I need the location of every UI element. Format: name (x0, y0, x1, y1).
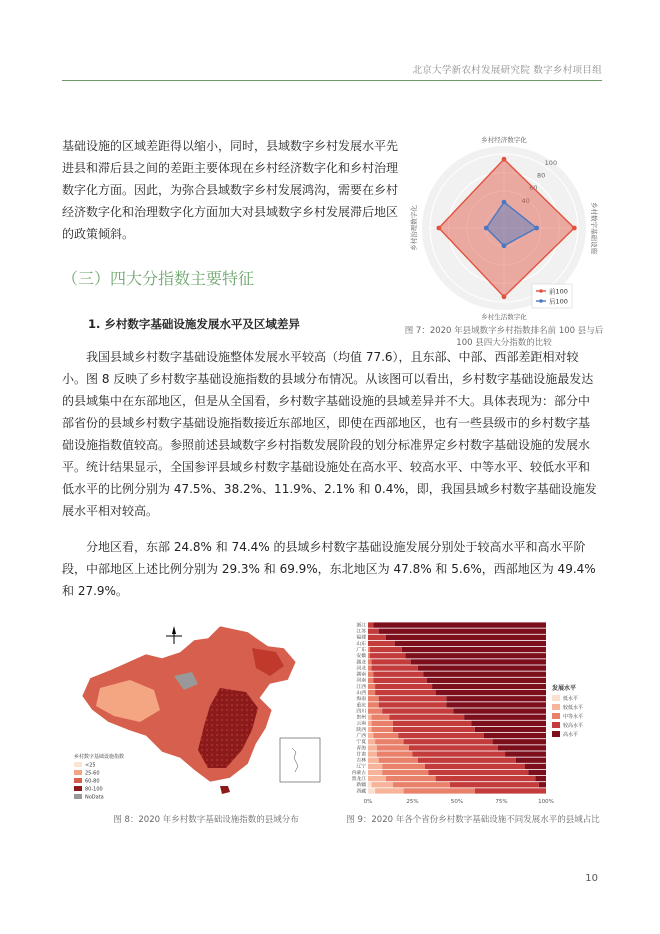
bar-legend-swatch (552, 695, 560, 701)
bar-segment (413, 751, 506, 756)
radar-point (502, 157, 507, 162)
bar-segment (372, 727, 393, 732)
bar-segment (404, 739, 493, 744)
bar-segment (539, 782, 546, 787)
paragraph-body: 我国县域乡村数字基础设施整体发展水平较高（均值 77.6），且东部、中部、西部差距相对较小。图 8 反映了乡村数字基础设施指数的县域分布情况。从该图可以看出，乡村数字基础设施最发达的县域集中在东部地区，但是从全国看，乡村数字基础设施的县域差异并不大。具体表现为：部分中部省份的县域乡村数字基础设施指数接近东部地区，即使在西部地区，也有一些县级市的乡村数字基础设施指数值较高。参照前述县域数字乡村指数发展阶段的划分标准界定乡村数字基础设施的发展水平。统计结果显示，全国参评县域乡村数字基础设施处在高水平、较高水平、中等水平、较低水平和低水平的比例分别为 47.5%、38.2%、11.9%、2.1% 和 0.4%，即，我国县域乡村数字基础设施发展水平相对较高。 (62, 350, 597, 518)
bar-segment (368, 708, 382, 713)
bar-category-label: 河南 (356, 678, 366, 684)
map-legend-swatch (74, 762, 82, 767)
bar-segment (368, 745, 377, 750)
bar-segment (398, 733, 483, 738)
radar-point (484, 226, 489, 231)
bar-segment (368, 758, 379, 763)
county-map (70, 618, 340, 810)
bar-segment (379, 702, 447, 707)
bar-segment (368, 727, 372, 732)
radar-point (502, 200, 507, 205)
bar-segment (368, 690, 375, 695)
bar-category-label: 宁夏 (356, 740, 366, 746)
radar-axis-label: 乡村经济数字化 (481, 136, 527, 144)
bar-segment (368, 776, 386, 781)
bar-category-label: 江苏 (356, 629, 366, 635)
bar-segment (373, 678, 426, 683)
bar-legend-label: 低水平 (563, 696, 579, 702)
bar-segment (436, 776, 536, 781)
radar-legend-label: 后100 (549, 297, 568, 306)
bar-x-tick-label: 75% (495, 799, 508, 805)
map-legend-title: 乡村数字基础设施指数 (74, 754, 125, 760)
map-legend (74, 753, 124, 801)
radar-point (502, 294, 507, 299)
bar-segment (450, 782, 539, 787)
bar-segment (372, 721, 393, 726)
bar-segment (377, 751, 413, 756)
bar-legend-title: 发展水平 (552, 685, 577, 692)
bar-category-label: 新疆 (356, 783, 366, 789)
bar-category-label: 浙江 (356, 623, 366, 629)
bar-category-label: 云南 (356, 721, 366, 727)
bar-segment (382, 764, 425, 769)
bar-segment (368, 647, 370, 652)
bar-segment (446, 702, 546, 707)
map-legend-swatch (74, 786, 82, 791)
bar-segment (375, 684, 432, 689)
bar-segment (516, 758, 546, 763)
bar-segment (525, 764, 546, 769)
bar-category-label: 西藏 (356, 789, 366, 795)
bar-segment (375, 739, 403, 744)
bar-segment (368, 733, 373, 738)
bar-segment (432, 684, 546, 689)
bar-segment (386, 776, 436, 781)
stacked-bar-chart (340, 618, 602, 812)
south-sea-inset (280, 738, 320, 782)
bar-segment (368, 684, 375, 689)
map-legend-label: NoData (85, 794, 104, 801)
bar-category-label: 黑龙江 (351, 776, 366, 782)
bar-segment (370, 653, 406, 658)
radar-axis-label: 乡村生活数字化 (481, 313, 527, 321)
bar-category-label: 陕西 (356, 727, 366, 733)
bar-category-label: 广西 (356, 733, 366, 739)
bar-segment (368, 672, 373, 677)
bar-segment (382, 708, 453, 713)
map-legend-label: 60-80 (85, 778, 100, 785)
bar-legend (551, 684, 583, 738)
bar-segment (379, 758, 418, 763)
bar-category-label: 辽宁 (356, 764, 366, 770)
bar-category-label: 吉林 (356, 758, 366, 764)
bar-segment (370, 647, 402, 652)
radar-axis-label: 乡村治理数字化 (410, 205, 418, 251)
bar-category-label: 四川 (356, 709, 366, 715)
bar-segment (393, 727, 475, 732)
radar-chart (404, 132, 604, 322)
caption-fig9: 图 9：2020 年各个省份乡村数字基础设施不同发展水平的县域占比 (346, 815, 600, 825)
paragraph-region: 分地区看，东部 24.8% 和 74.4% 的县域乡村数字基础设施发展分别处于较高水平和高水平阶段，中部地区上述比例分别为 29.3% 和 69.9%，东北地区为 47.8% 和 5.6%，西部地区为 49.4% 和 27.9%。 (62, 540, 596, 598)
bar-segment (368, 788, 375, 793)
bar-segment (379, 629, 546, 634)
bar-segment (418, 758, 516, 763)
bar-category-label: 山西 (356, 690, 366, 696)
bar-x-tick-label: 25% (406, 799, 419, 805)
radar-legend (532, 284, 572, 308)
bar-segment (429, 770, 529, 775)
bar-category-label: 重庆 (356, 703, 366, 709)
bar-legend-label: 较低水平 (563, 705, 584, 711)
bar-segment (368, 641, 395, 646)
bar-segment (395, 641, 546, 646)
radar-tick-label: 60 (529, 184, 538, 193)
bar-category-label: 山东 (356, 641, 366, 647)
radar-point (534, 226, 539, 231)
page-number: 10 (585, 873, 598, 884)
bar-segment (368, 653, 370, 658)
radar-legend-marker (539, 289, 543, 293)
radar-point (572, 226, 577, 231)
bar-segment (377, 745, 409, 750)
bar-segment (368, 635, 386, 640)
section-title: （三）四大分指数主要特征 (62, 269, 255, 288)
bar-segment (373, 672, 423, 677)
bar-segment (373, 622, 546, 627)
bar-segment (446, 696, 546, 701)
map-legend-swatch (74, 778, 82, 783)
bar-category-label: 广东 (356, 647, 366, 653)
bar-legend-label: 高水平 (563, 732, 579, 738)
bar-segment (436, 690, 546, 695)
bar-segment (402, 647, 546, 652)
bar-segment (368, 770, 382, 775)
bar-x-tick-label: 100% (538, 799, 554, 805)
caption-fig7: 图 7：2020 年县域数字乡村指数排名前 100 县与后 100 县四大分指数的比较 (404, 326, 604, 348)
bar-segment (453, 708, 546, 713)
bar-segment (405, 653, 546, 658)
bar-segment (372, 782, 393, 787)
header-rule (62, 80, 602, 81)
bar-segment (382, 770, 428, 775)
bar-x-tick-label: 0% (363, 799, 373, 805)
bar-legend-swatch (552, 713, 560, 719)
bar-segment (372, 659, 411, 664)
bar-segment (393, 721, 471, 726)
bar-segment (368, 721, 372, 726)
bar-segment (375, 690, 436, 695)
radar-point (502, 243, 507, 248)
bar-segment (368, 659, 372, 664)
bar-segment (368, 715, 372, 720)
caption-fig8: 图 8：2020 年乡村数字基础设施指数的县域分布 (113, 815, 299, 825)
bar-segment (368, 782, 372, 787)
bar-segment (368, 629, 379, 634)
bar-segment (471, 721, 546, 726)
bar-segment (379, 696, 447, 701)
bar-category-label: 青海 (356, 746, 366, 752)
bar-segment (505, 751, 546, 756)
bar-segment (423, 672, 546, 677)
bar-segment (368, 696, 379, 701)
bar-segment (368, 665, 372, 670)
bar-segment (535, 776, 546, 781)
map-legend-label: 25-60 (85, 770, 100, 777)
bar-category-label: 江西 (356, 684, 366, 690)
bar-legend-swatch (552, 722, 560, 728)
bar-legend-label: 较高水平 (563, 723, 584, 729)
bar-category-label: 湖北 (356, 660, 366, 666)
radar-point (436, 226, 441, 231)
bar-segment (368, 764, 382, 769)
bar-segment (404, 788, 475, 793)
paragraph-intro: 基础设施的区域差距得以缩小，同时，县域数字乡村发展水平先进县和滞后县之间的差距主要体现在乡村经济数字化和乡村治理数字化方面。因此，为弥合县域数字乡村发展鸿沟，需要在乡村经济数字化和治理数字化方面加大对县域数字乡村发展滞后地区的政策倾斜。 (62, 139, 399, 241)
bar-x-tick-label: 50% (450, 799, 464, 805)
map-legend-swatch (74, 770, 82, 775)
bar-segment (464, 715, 546, 720)
bar-segment (368, 702, 379, 707)
radar-tick-label: 40 (521, 196, 530, 205)
bar-segment (528, 770, 546, 775)
bar-category-label: 河北 (356, 666, 366, 672)
radar-tick-label: 100 (544, 158, 558, 167)
bar-segment (418, 665, 546, 670)
bar-legend-label: 中等水平 (563, 714, 584, 720)
bar-segment (393, 782, 450, 787)
bar-segment (368, 751, 377, 756)
bar-legend-swatch (552, 704, 560, 710)
radar-axis-label: 乡村数字基础设施 (590, 202, 598, 254)
subheading: 1. 乡村数字基础设施发展水平及区域差异 (88, 317, 300, 331)
bar-segment (386, 635, 546, 640)
map-legend-label: <25 (85, 762, 96, 769)
bar-segment (411, 659, 546, 664)
bar-category-label: 福建 (356, 635, 366, 641)
bar-segment (425, 764, 525, 769)
bar-segment (372, 665, 418, 670)
bar-segment (493, 739, 546, 744)
bar-category-label: 内蒙古 (351, 770, 366, 776)
bar-segment (484, 733, 546, 738)
bar-segment (372, 715, 390, 720)
bar-legend-swatch (552, 731, 560, 737)
bar-segment (409, 745, 498, 750)
bar-segment (368, 678, 373, 683)
bar-segment (427, 678, 546, 683)
bar-segment (368, 622, 373, 627)
running-header: 北京大学新农村发展研究院 数字乡村项目组 (412, 65, 602, 76)
hainan-island (220, 786, 230, 794)
bar-segment (375, 788, 403, 793)
north-arrow-icon (166, 626, 182, 644)
map-legend-swatch (74, 794, 82, 799)
bar-segment (498, 745, 546, 750)
bar-category-label: 海南 (356, 697, 366, 703)
bar-segment (373, 733, 398, 738)
bar-segment (475, 788, 546, 793)
map-legend-label: 80-100 (85, 786, 103, 793)
bar-segment (389, 715, 464, 720)
bar-category-label: 贵州 (356, 715, 366, 721)
radar-tick-label: 80 (536, 171, 546, 180)
bar-segment (475, 727, 546, 732)
bar-category-label: 甘肃 (356, 752, 366, 758)
bar-segment (368, 739, 375, 744)
bar-category-label: 湖南 (356, 672, 366, 678)
bar-category-label: 安徽 (356, 654, 366, 660)
radar-legend-label: 前100 (549, 287, 568, 296)
radar-legend-marker (539, 299, 543, 303)
